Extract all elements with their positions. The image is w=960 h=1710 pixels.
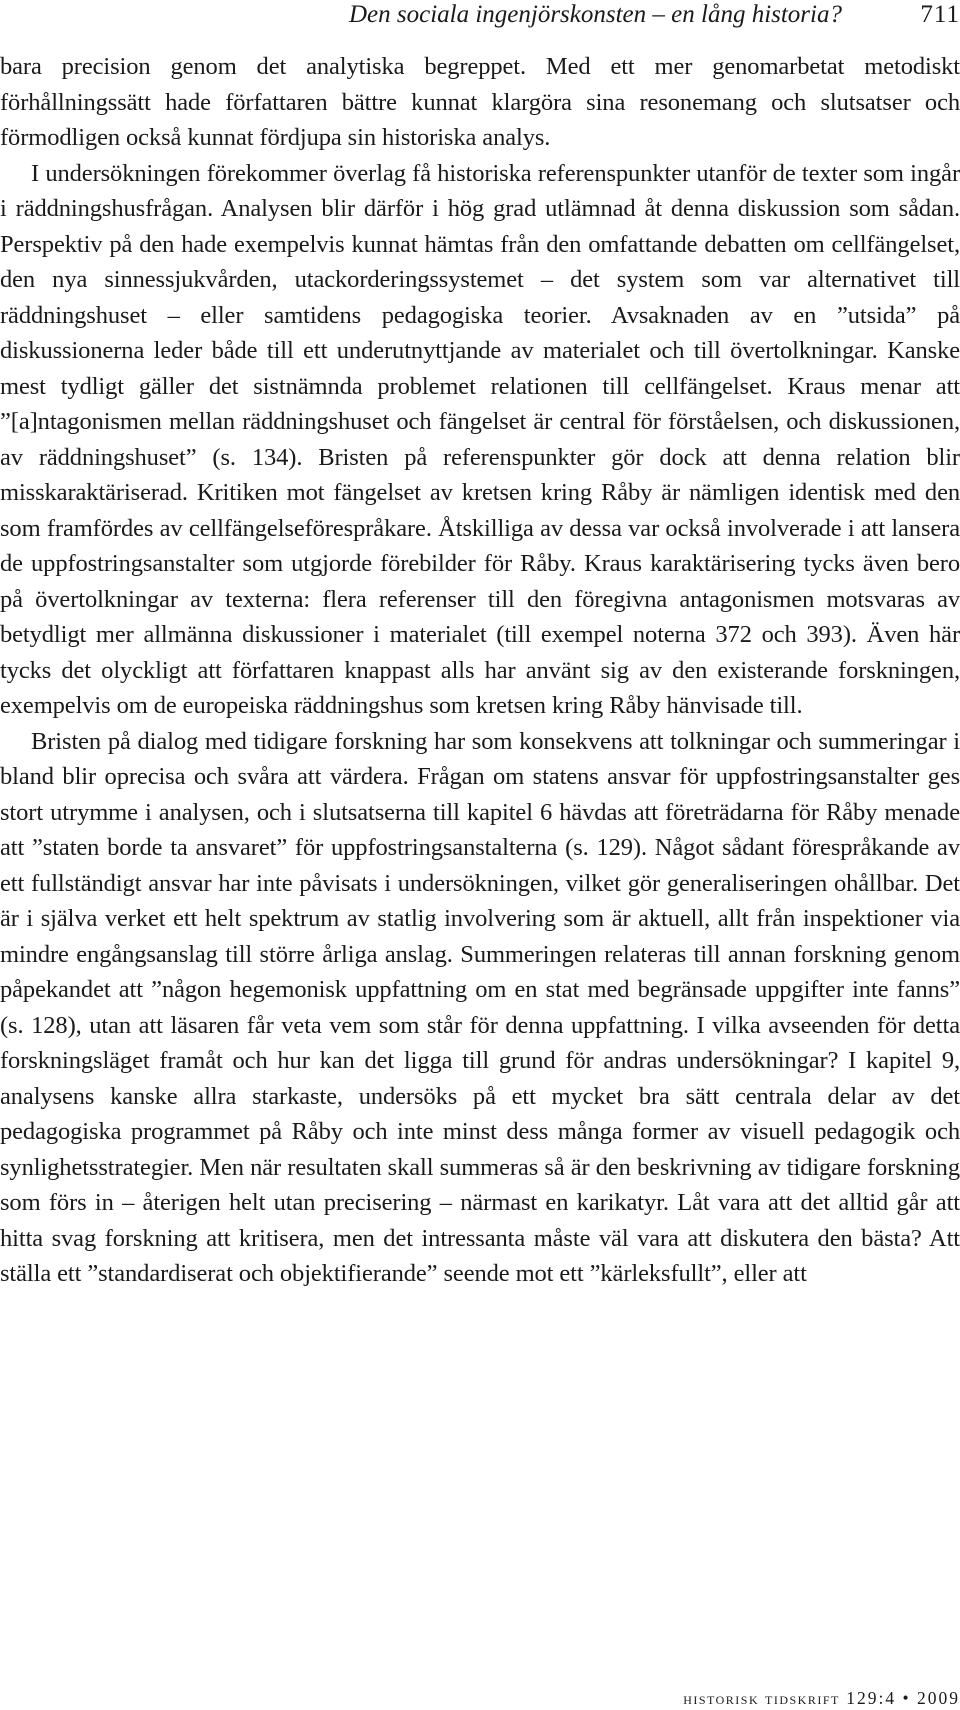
- running-head: [0, 0, 960, 32]
- journal-issue: 129:4: [846, 1688, 897, 1708]
- paragraph-continuation: bara precision genom det analytiska begreppet. Med ett mer genomarbetat metodiskt förhållningssätt hade författaren bättre kunnat klargöra sina resonemang och slutsatser och förmodligen också kunnat fördjupa sin historiska analys.: [0, 53, 960, 151]
- body-text: [0, 49, 960, 1292]
- foot-separator: •: [902, 1688, 911, 1708]
- paragraph-reference-points: I undersökningen förekommer överlag få historiska referenspunkter utanför de texter som ingår i räddningshusfrågan. Analysen blir därför i hög grad utlämnad åt denna diskussion som sådan. Perspektiv på den hade exempelvis kunnat hämtas från den omfattande debatten om cellfängelset, den nya sinnessjukvården, utackorderingssystemet – det system som var alternativet till räddningshuset – eller samtidens pedagogiska teorier. Avsaknaden av en ”utsida” på diskussionerna leder både till ett underutnyttjande av materialet och till övertolkningar. Kanske mest tydligt gäller det sistnämnda problemet relationen till cellfängelset. Kraus menar att ”[a]ntagonismen mellan räddningshuset och fängelset är central för förståelsen, och diskussionen, av räddningshuset” (s. 134). Bristen på referenspunkter gör dock att denna relation blir misskaraktäriserad. Kritiken mot fängelset av kretsen kring Råby är nämligen identisk med den som framfördes av cellfängelseförespråkare. Åtskilliga av dessa var också involverade i att lansera de uppfostringsanstalter som utgjorde förebilder för Råby. Kraus karaktärisering tycks även bero på övertolkningar av texterna: flera referenser till den föregivna antagonismen motsvaras av betydligt mer allmänna diskussioner i materialet (till exempel noterna 372 och 393). Även här tycks det olyckligt att författaren knappast alls har använt sig av den existerande forskningen, exempelvis om de europeiska räddningshus som kretsen kring Råby hänvisade till.: [0, 159, 960, 719]
- journal-year: 2009: [917, 1688, 960, 1708]
- running-head-title: Den sociala ingenjörskonsten – en lång historia?: [348, 1, 842, 28]
- paragraph-dialogue-with-research: Bristen på dialog med tidigare forskning har som konsekvens att tolkningar och summeringar i bland blir oprecisa och svåra att värdera. Frågan om statens ansvar för uppfostringsanstalter ges stort utrymme i analysen, och i slutsatserna till kapitel 6 hävdas att företrädarna för Råby menade att ”staten borde ta ansvaret” för uppfostringsanstalterna (s. 129). Något sådant förespråkande av ett fullständigt ansvar har inte påvisats i undersökningen, vilket gör generaliseringen ohållbar. Det är i själva verket ett helt spektrum av statlig involvering som är aktuell, allt från inspektioner via mindre engångsanslag till större årliga anslag. Summeringen relateras till annan forskning genom påpekandet att ”någon hegemonisk uppfattning om en stat med begränsade uppgifter inte fanns” (s. 128), utan att läsaren får veta vem som står för denna uppfattning. I vilka avseenden för detta forskningsläget framåt och hur kan det ligga till grund för andras undersökningar? I kapitel 9, analysens kanske allra starkaste, undersöks på ett mycket bra sätt centrala delar av det pedagogiska programmet på Råby och inte minst dess många former av visuell pedagogik och synlighetsstrategier. Men när resultaten skall summeras så är den beskrivning av tidigare forskning som förs in – återigen helt utan precisering – närmast en karikatyr. Låt vara att det alltid går att hitta svag forskning att kritisera, men det intressanta måste väl vara att diskutera den bästa? Att ställa ett ”standardiserat och objektifierande” seende mot ett ”kärleksfullt”, eller att: [0, 727, 960, 1287]
- page-number: 711: [920, 1, 960, 28]
- journal-name: historisk tidskrift: [683, 1688, 840, 1708]
- running-foot: [683, 1687, 960, 1709]
